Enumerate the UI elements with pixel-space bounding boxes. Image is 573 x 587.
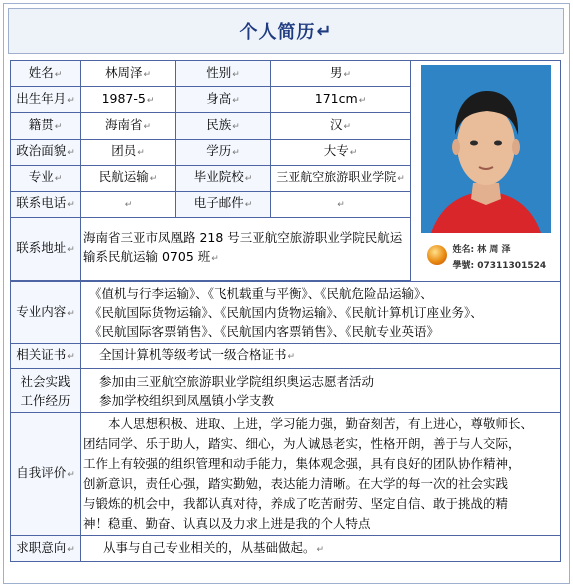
value-intention: 从事与自己专业相关的，从基础做起。↵ xyxy=(81,536,561,562)
row-certificates xyxy=(11,344,561,369)
photo-cell xyxy=(411,61,561,282)
label-political: 政治面貌↵ xyxy=(11,139,81,165)
self-eval-line: 工作上有较强的组织管理和动手能力，集体观念强，具有良好的团队协作精神， xyxy=(83,456,521,471)
course-line: 《民航国际客票销售》、《民航国内客票销售》、《民航专业英语》 xyxy=(89,324,440,339)
value-school: 三亚航空旅游职业学院↵ xyxy=(271,165,411,191)
label-school: 毕业院校↵ xyxy=(176,165,271,191)
value-name: 林周泽↵ xyxy=(81,61,176,87)
label-birth: 出生年月↵ xyxy=(11,87,81,113)
value-education: 大专↵ xyxy=(271,139,411,165)
label-phone: 联系电话↵ xyxy=(11,191,81,217)
practice-line: 参加学校组织到凤凰镇小学支教 xyxy=(99,392,275,408)
value-practice xyxy=(81,369,561,413)
value-height: 171cm↵ xyxy=(271,87,411,113)
value-certificates: 全国计算机等级考试一级合格证书↵ xyxy=(81,344,561,369)
value-address: 海南省三亚市凤凰路 218 号三亚航空旅游职业学院民航运输系民航运输 0705 班↵ xyxy=(81,218,411,281)
value-phone: ↵ xyxy=(81,191,176,217)
self-eval-line: 团结同学、乐于助人，踏实、细心，为人诚恳老实，性格开朗，善于与人交际， xyxy=(83,436,521,451)
label-email: 电子邮件↵ xyxy=(176,191,271,217)
value-political: 团员↵ xyxy=(81,139,176,165)
value-ethnicity: 汉↵ xyxy=(271,113,411,139)
label-major: 专业↵ xyxy=(11,165,81,191)
label-practice: 社会实践 工作经历 xyxy=(11,369,81,413)
value-native: 海南省↵ xyxy=(81,113,176,139)
label-name: 姓名↵ xyxy=(11,61,81,87)
label-certificates: 相关证书↵ xyxy=(11,344,81,369)
page-title: 个人简历 xyxy=(239,22,316,43)
caption-name: 姓名: 林 周 泽 xyxy=(452,245,511,255)
self-eval-line: 与锻炼的机会中，我都认真对待，养成了吃苦耐劳、坚定自信、敢于挑战的精 xyxy=(83,496,509,511)
row-intention xyxy=(11,536,561,562)
value-email: ↵ xyxy=(271,191,411,217)
self-eval-line: 本人思想积极、进取、上进，学习能力强，勤奋刻苦，有上进心，尊敬师长、 xyxy=(83,416,534,431)
course-line: 《民航国际货物运输》、《民航国内货物运输》、《民航计算机订座业务》、 xyxy=(89,305,483,320)
profile-photo xyxy=(421,65,551,277)
caption-student-id: 學號: 07311301524 xyxy=(452,261,547,271)
self-eval-line: 神！稳重、勤奋、认真以及力求上进是我的个人特点 xyxy=(83,516,371,531)
row-courses xyxy=(11,282,561,344)
course-line: 《值机与行李运输》、《飞机载重与平衡》、《民航危险品运输》、 xyxy=(89,286,433,301)
value-self-eval xyxy=(81,413,561,536)
label-ethnicity: 民族↵ xyxy=(176,113,271,139)
self-eval-line: 创新意识，责任心强，踏实勤勉，表达能力清晰。在大学的每一次的社会实践 xyxy=(83,476,509,491)
resume-table xyxy=(10,60,561,562)
value-courses xyxy=(81,282,561,344)
value-major: 民航运输↵ xyxy=(81,165,176,191)
practice-line: 参加由三亚航空旅游职业学院组织奥运志愿者活动 xyxy=(99,373,375,389)
label-native: 籍贯↵ xyxy=(11,113,81,139)
label-courses: 专业内容↵ xyxy=(11,282,81,344)
row-practice xyxy=(11,369,561,413)
value-birth: 1987-5↵ xyxy=(81,87,176,113)
label-address: 联系地址↵ xyxy=(11,218,81,281)
label-education: 学历↵ xyxy=(176,139,271,165)
caption-logo xyxy=(427,245,447,265)
label-self-eval: 自我评价↵ xyxy=(11,413,81,536)
row-self-eval xyxy=(11,413,561,536)
label-gender: 性别↵ xyxy=(176,61,271,87)
label-height: 身高↵ xyxy=(176,87,271,113)
title-bar: 个人简历 ↵ xyxy=(8,8,564,54)
value-gender: 男↵ xyxy=(271,61,411,87)
portrait-illustration xyxy=(421,65,551,233)
row-name xyxy=(11,61,561,87)
label-intention: 求职意向↵ xyxy=(11,536,81,562)
